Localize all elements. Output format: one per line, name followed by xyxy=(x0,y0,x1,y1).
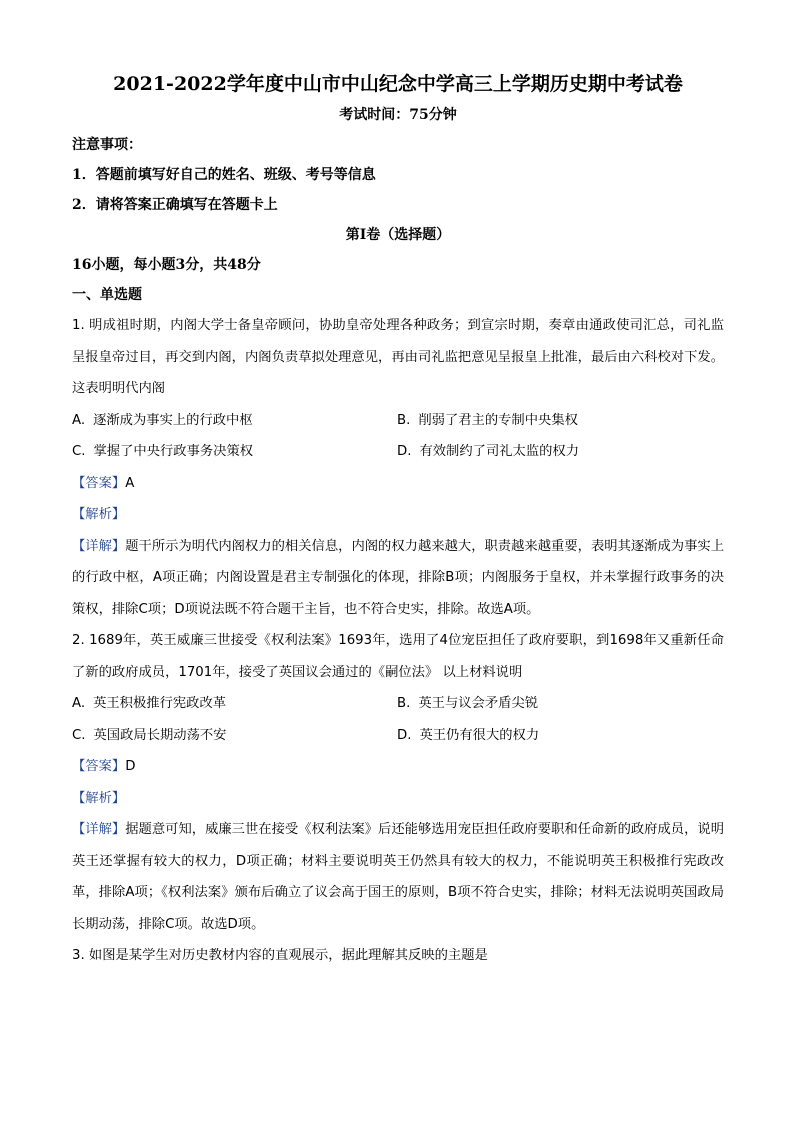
answer-line xyxy=(72,468,724,500)
analysis-label: 【解析】 xyxy=(72,507,126,522)
answer-value: D xyxy=(125,759,136,774)
option-letter: C. xyxy=(72,444,86,459)
option-c[interactable] xyxy=(72,720,397,752)
option-a[interactable] xyxy=(72,688,397,720)
question-2 xyxy=(72,625,724,940)
option-text: 英王仍有很大的权力 xyxy=(419,727,540,743)
answer-value: A xyxy=(125,475,135,491)
option-b[interactable] xyxy=(397,405,722,437)
option-text: 掌握了中央行政事务决策权 xyxy=(93,444,254,459)
option-d[interactable] xyxy=(397,436,722,468)
question-1 xyxy=(72,310,724,625)
detail-paragraph xyxy=(72,814,724,940)
option-list xyxy=(72,405,724,468)
option-text: 有效制约了司礼太监的权力 xyxy=(419,444,580,459)
option-letter: B. xyxy=(397,412,411,428)
analysis-label: 【解析】 xyxy=(72,790,126,806)
answer-line xyxy=(72,751,724,783)
exam-time: 考试时间：75分钟 xyxy=(339,107,457,123)
option-text: 英王与议会矛盾尖锐 xyxy=(418,696,539,711)
part-title: 第Ⅰ卷（选择题） xyxy=(345,227,451,243)
option-text: 削弱了君主的专制中央集权 xyxy=(418,412,578,428)
option-letter: B. xyxy=(397,696,411,711)
detail-label: 【详解】 xyxy=(72,822,126,837)
notice-item: 2．请将答案正确填写在答题卡上 xyxy=(72,197,278,213)
option-letter: D. xyxy=(397,444,412,459)
option-letter: C. xyxy=(72,727,86,743)
option-c[interactable] xyxy=(72,436,397,468)
section-heading: 一、单选题 xyxy=(72,287,142,303)
option-text: 逐渐成为事实上的行政中枢 xyxy=(93,412,253,428)
question-stem: 1. 明成祖时期，内阁大学士备皇帝顾问，协助皇帝处理各种政务；到宣宗时期，奏章由通政使司汇总，司礼监呈报皇帝过目，再交到内阁，内阁负责草拟处理意见，再由司礼监把意见呈报皇上批准，最后由六科校对下发。这表明明代内阁 xyxy=(72,318,724,396)
exam-title: 2021-2022学年度中山市中山纪念中学高三上学期历史期中考试卷 xyxy=(113,73,683,95)
notice-item: 1．答题前填写好自己的姓名、班级、考号等信息 xyxy=(72,167,376,183)
option-text: 英王积极推行宪政改革 xyxy=(93,696,227,711)
detail-paragraph xyxy=(72,531,724,626)
exam-page xyxy=(72,70,724,972)
question-3 xyxy=(72,940,724,972)
option-letter: A. xyxy=(72,696,86,711)
detail-text: 题干所示为明代内阁权力的相关信息，内阁的权力越来越大，职责越来越重要，表明其逐渐成为事实上的行政中枢，A项正确；内阁设置是君主专制强化的体现，排除B项；内阁服务于皇权，并未掌握行政事务的决策权，排除C项；D项说法既不符合题干主旨，也不符合史实，排除。故选A项。 xyxy=(72,538,725,617)
option-d[interactable] xyxy=(397,720,722,752)
notice-heading: 注意事项： xyxy=(72,137,142,153)
option-letter: D. xyxy=(397,727,412,743)
option-text: 英国政局长期动荡不安 xyxy=(93,727,227,743)
option-list xyxy=(72,688,724,751)
answer-label: 【答案】 xyxy=(72,475,126,491)
detail-label: 【详解】 xyxy=(72,538,126,554)
question-stem: 2. 1689年，英王威廉三世接受《权利法案》1693年，选用了4位宠臣担任了政府要职，到1698年又重新任命了新的政府成员，1701年，接受了英国议会通过的《嗣位法》 以上材料说明 xyxy=(72,633,724,680)
option-letter: A. xyxy=(72,412,86,428)
part-summary: 16小题，每小题3分，共48分 xyxy=(72,257,261,273)
detail-text: 据题意可知，威廉三世在接受《权利法案》后还能够选用宠臣担任政府要职和任命新的政府成员，说明英王还掌握有较大的权力，D项正确；材料主要说明英王仍然具有较大的权力，不能说明英王积极推行宪政改革，排除A项；《权利法案》颁布后确立了议会高于国王的原则，B项不符合史实，排除；材料无法说明英国政局长期动荡，排除C项。故选D项。 xyxy=(72,822,725,932)
question-stem: 3. 如图是某学生对历史教材内容的直观展示，据此理解其反映的主题是 xyxy=(72,948,488,963)
option-a[interactable] xyxy=(72,405,397,437)
option-b[interactable] xyxy=(397,688,722,720)
answer-label: 【答案】 xyxy=(72,759,126,774)
